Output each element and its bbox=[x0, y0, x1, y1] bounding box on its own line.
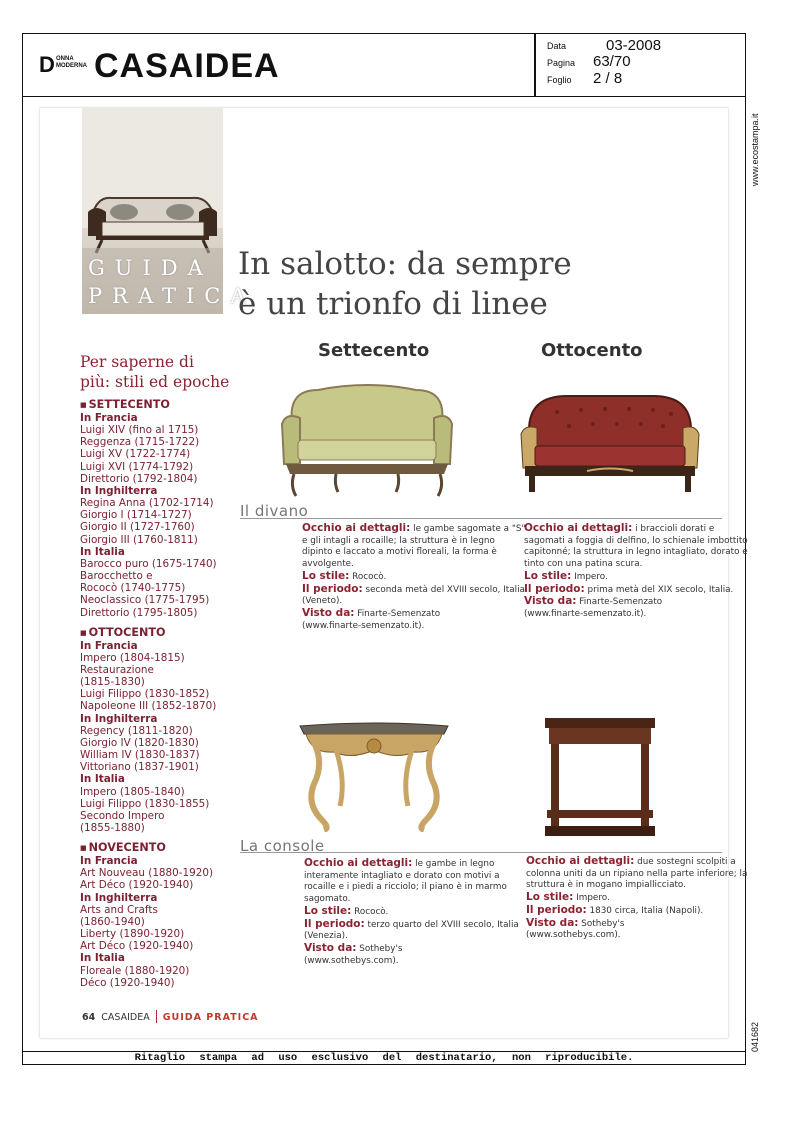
style-item: Giorgio IV (1820-1830) bbox=[80, 736, 199, 749]
country-heading: In Italia bbox=[80, 773, 125, 786]
era-heading: ■ OTTOCENTO bbox=[80, 626, 240, 640]
style-item: Art Nouveau (1880-1920) bbox=[80, 867, 214, 880]
source-url: (www.sothebys.com). bbox=[304, 955, 399, 966]
occhio-text: le gambe in legno interamente intagliato e dorato con motivi a rocaille e i piedi a ricciolo; il piano è in marmo sagomato. bbox=[304, 859, 507, 905]
stile-text: Rococò. bbox=[354, 906, 389, 917]
style-item: (1860-1940) bbox=[80, 915, 145, 928]
style-item: Barocchetto e bbox=[80, 570, 153, 583]
desc-divano-settecento bbox=[302, 523, 527, 632]
donna-logo: D bbox=[39, 52, 55, 77]
heading-ottocento: Ottocento bbox=[541, 340, 643, 361]
occhio-text: i braccioli dorati e sagomati a foggia di delfino, lo schienale imbottito capitonné; la struttura in legno intagliato, dorato e tinto con una patina scura. bbox=[524, 524, 748, 570]
style-item: Art Déco (1920-1940) bbox=[80, 879, 194, 892]
style-item: Impero (1804-1815) bbox=[80, 651, 185, 664]
style-item: (1815-1830) bbox=[80, 676, 145, 689]
meta-value-foglio: 2 / 8 bbox=[593, 70, 623, 87]
occhio-text: le gambe sagomate a "S" e gli intagli a rocaille; la struttura è in legno dipinto e laccato a motivi floreali, la forma è avvolgente. bbox=[302, 524, 526, 570]
stile-label: Lo stile: bbox=[524, 569, 572, 582]
console-settecento-image bbox=[296, 720, 452, 832]
page-section: GUIDA PRATICA bbox=[162, 1012, 259, 1023]
occhio-label: Occhio ai dettagli: bbox=[524, 522, 633, 534]
source-url: (www.finarte-semenzato.it). bbox=[302, 620, 425, 631]
pratica-label: PRATICA bbox=[88, 284, 256, 308]
occhio-label: Occhio ai dettagli: bbox=[304, 857, 413, 869]
occhio-label: Occhio ai dettagli: bbox=[302, 522, 411, 534]
section-label-divano: Il divano bbox=[240, 502, 309, 520]
stile-label: Lo stile: bbox=[304, 904, 352, 917]
desc-console-settecento bbox=[304, 858, 529, 967]
style-item: Secondo Impero bbox=[80, 809, 165, 822]
title-line-1: In salotto: da sempre bbox=[238, 246, 572, 282]
console-ottocento-image bbox=[545, 718, 655, 840]
visto-label: Visto da: bbox=[524, 595, 577, 608]
title-line-2: è un trionfo di linee bbox=[238, 286, 548, 322]
guida-label: GUIDA bbox=[88, 256, 213, 280]
sidebar-title-line-2: più: stili ed epoche bbox=[80, 373, 230, 391]
country-heading: In Italia bbox=[80, 952, 125, 965]
country-heading: In Inghilterra bbox=[80, 891, 158, 904]
style-item: Floreale (1880-1920) bbox=[80, 964, 190, 977]
stile-label: Lo stile: bbox=[526, 891, 574, 904]
meta-label-pagina: Pagina bbox=[547, 58, 576, 68]
style-item: Neoclassico (1775-1795) bbox=[80, 594, 210, 607]
style-item: Liberty (1890-1920) bbox=[80, 928, 185, 941]
source-url: (www.sothebys.com). bbox=[526, 930, 621, 941]
style-item: Regina Anna (1702-1714) bbox=[80, 497, 214, 510]
article-title bbox=[238, 244, 572, 324]
sidebar-title-line-1: Per saperne di bbox=[80, 353, 194, 371]
style-item: William IV (1830-1837) bbox=[80, 749, 200, 762]
footer-separator bbox=[156, 1010, 157, 1023]
style-item: Impero (1805-1840) bbox=[80, 785, 185, 798]
sofa-settecento-image bbox=[278, 382, 456, 498]
desc-divano-ottocento bbox=[524, 523, 749, 621]
desc-console-ottocento bbox=[526, 856, 751, 942]
style-item: Giorgio I (1714-1727) bbox=[80, 509, 192, 522]
style-item: Luigi Filippo (1830-1852) bbox=[80, 688, 210, 701]
meta-value-pagina: 63/70 bbox=[593, 53, 631, 70]
style-item: Déco (1920-1940) bbox=[80, 976, 175, 989]
visto-text: Sotheby's bbox=[581, 918, 625, 929]
style-item: Luigi XV (1722-1774) bbox=[80, 448, 191, 461]
country-heading: In Francia bbox=[80, 412, 138, 424]
footer-notice: Ritaglio stampa ad uso esclusivo del destinatario, non riproducibile. bbox=[134, 1052, 634, 1064]
section-label-console: La console bbox=[240, 837, 325, 855]
sofa-ottocento-image bbox=[517, 390, 703, 496]
console-divider bbox=[240, 852, 722, 853]
country-heading: In Francia bbox=[80, 855, 138, 868]
divano-divider bbox=[240, 518, 722, 519]
stile-text: Rococò. bbox=[352, 571, 387, 582]
visto-label: Visto da: bbox=[302, 606, 355, 619]
periodo-label: Il periodo: bbox=[304, 917, 365, 930]
side-url: www.ecostampa.it bbox=[750, 113, 760, 186]
country-heading: In Italia bbox=[80, 545, 125, 558]
style-item: Giorgio III (1760-1811) bbox=[80, 533, 198, 546]
meta-label-foglio: Foglio bbox=[547, 75, 572, 85]
periodo-label: Il periodo: bbox=[302, 582, 363, 595]
meta-value-data: 03-2008 bbox=[606, 37, 662, 54]
brand-title: CASAIDEA bbox=[94, 47, 280, 85]
visto-text: Finarte-Semenzato bbox=[357, 608, 441, 619]
style-item: Luigi XIV (fino al 1715) bbox=[80, 424, 199, 437]
style-item: Reggenza (1715-1722) bbox=[80, 436, 200, 449]
visto-text: Finarte-Semenzato bbox=[579, 597, 663, 608]
page-brand: CASAIDEA bbox=[101, 1012, 150, 1023]
stile-label: Lo stile: bbox=[302, 569, 350, 582]
country-heading: In Inghilterra bbox=[80, 712, 158, 725]
style-item: Luigi Filippo (1830-1855) bbox=[80, 797, 210, 810]
heading-settecento: Settecento bbox=[318, 340, 430, 361]
visto-label: Visto da: bbox=[304, 941, 357, 954]
style-item: Luigi XVI (1774-1792) bbox=[80, 460, 194, 473]
style-item: Direttorio (1795-1805) bbox=[80, 606, 198, 619]
periodo-text: prima metà del XIX secolo, Italia. bbox=[587, 584, 734, 595]
periodo-label: Il periodo: bbox=[524, 582, 585, 595]
style-item: Giorgio II (1727-1760) bbox=[80, 521, 195, 534]
styles-and-eras-list bbox=[80, 398, 240, 989]
style-item: Arts and Crafts bbox=[80, 903, 158, 916]
periodo-text: 1830 circa, Italia (Napoli). bbox=[589, 905, 704, 916]
style-item: Regency (1811-1820) bbox=[80, 724, 193, 737]
occhio-text: due sostegni scolpiti a colonna uniti da un ripiano nella parte inferiore; la struttura è in mogano impiallicciato. bbox=[526, 857, 748, 891]
style-item: (1855-1880) bbox=[80, 822, 145, 834]
visto-text: Sotheby's bbox=[359, 943, 403, 954]
stile-text: Impero. bbox=[576, 893, 610, 904]
periodo-text: terzo quarto del XVIII secolo, Italia (Venezia). bbox=[304, 919, 519, 942]
style-item: Restaurazione bbox=[80, 663, 154, 676]
source-url: (www.finarte-semenzato.it). bbox=[524, 608, 647, 619]
style-item: Rococò (1740-1775) bbox=[80, 582, 186, 595]
periodo-text: seconda metà del XVIII secolo, Italia (Veneto). bbox=[302, 584, 525, 607]
country-heading: In Francia bbox=[80, 639, 138, 652]
occhio-label: Occhio ai dettagli: bbox=[526, 855, 635, 867]
country-heading: In Inghilterra bbox=[80, 484, 158, 497]
style-item: Barocco puro (1675-1740) bbox=[80, 557, 217, 570]
era-heading: ■ NOVECENTO bbox=[80, 841, 240, 855]
page-footer bbox=[82, 1010, 259, 1023]
style-item: Napoleone III (1852-1870) bbox=[80, 700, 217, 713]
style-item: Art Déco (1920-1940) bbox=[80, 940, 194, 953]
stile-text: Impero. bbox=[574, 571, 608, 582]
style-item: Direttorio (1792-1804) bbox=[80, 472, 198, 485]
side-code: 041682 bbox=[750, 1021, 760, 1052]
visto-label: Visto da: bbox=[526, 916, 579, 929]
sidebar-title bbox=[80, 352, 229, 392]
meta-label-data: Data bbox=[547, 41, 567, 51]
page-number: 64 bbox=[82, 1012, 96, 1023]
style-item: Vittoriano (1837-1901) bbox=[80, 761, 199, 774]
donna-logo-small: ONNA MODERNA bbox=[56, 56, 87, 69]
era-heading: ■ SETTECENTO bbox=[80, 398, 240, 412]
periodo-label: Il periodo: bbox=[526, 903, 587, 916]
